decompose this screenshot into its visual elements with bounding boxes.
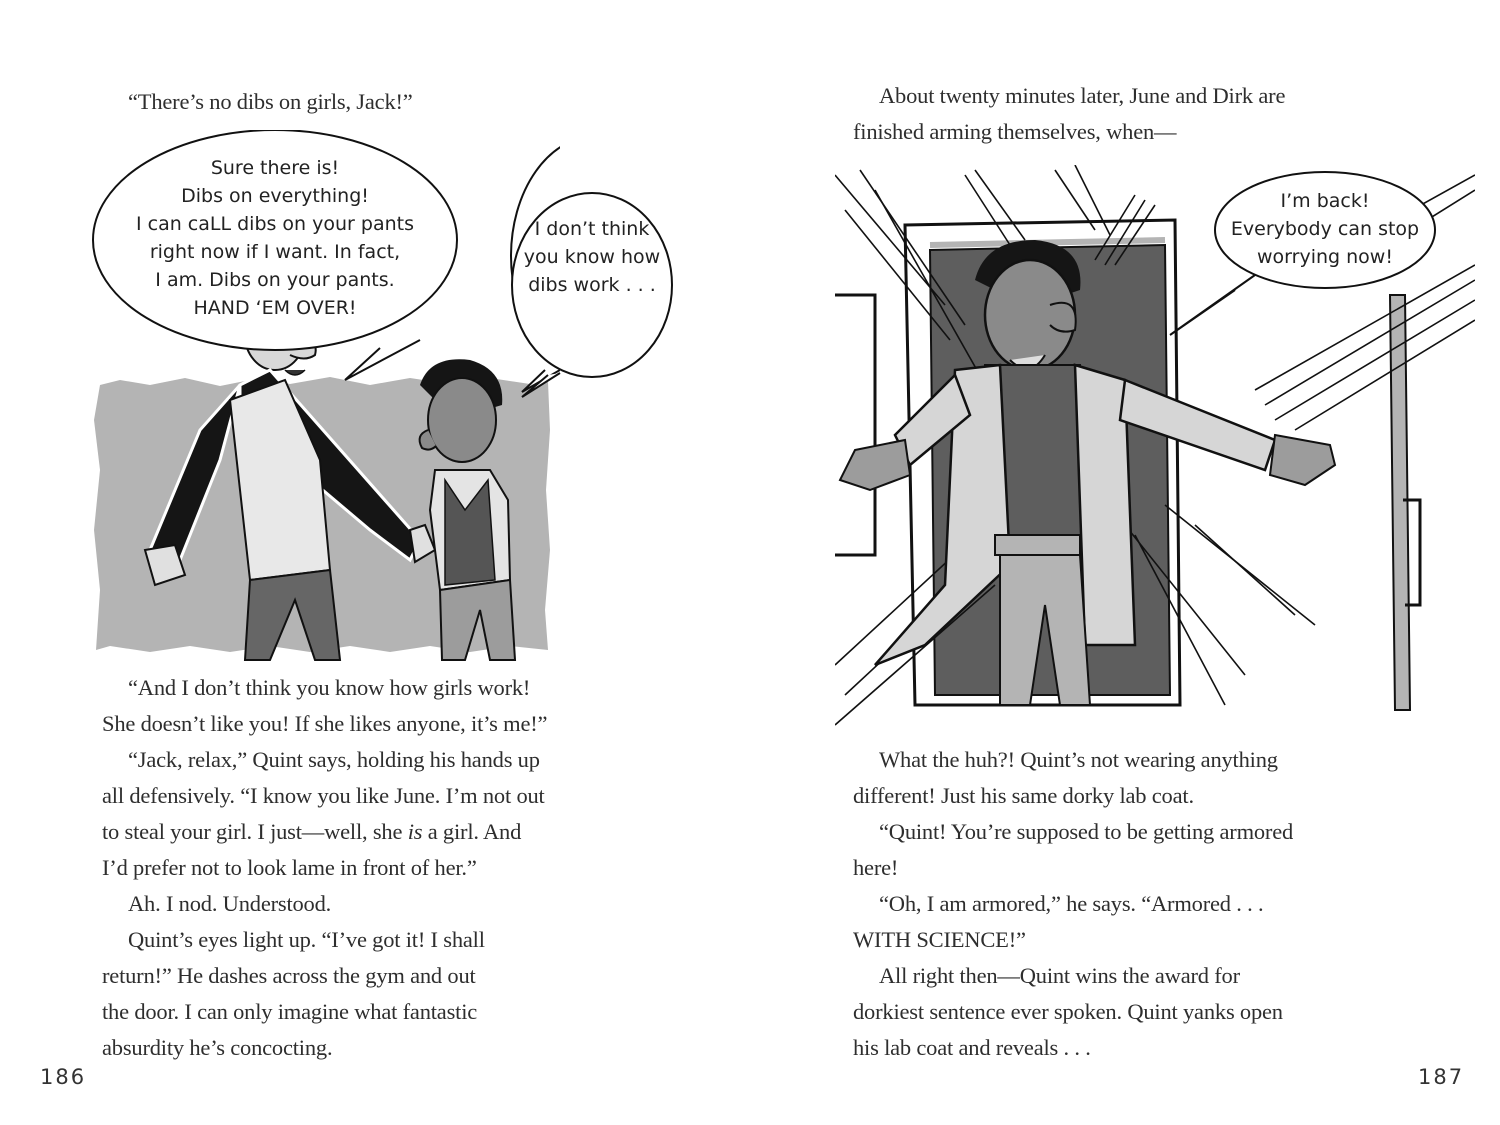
text-line: here!	[853, 855, 899, 880]
bubble-line: HAND ‘EM OVER!	[193, 297, 357, 319]
text-line: to steal your girl. I just—well, she is a girl. And	[102, 819, 522, 844]
bubble-line: right now if I want. In fact,	[149, 241, 401, 263]
page-number-left: 186	[40, 1065, 87, 1089]
opening-line	[128, 84, 413, 120]
text-line: all defensively. “I know you like June. I’m not out	[102, 783, 545, 808]
bubble-line: I don’t think	[534, 218, 650, 240]
left-body-text	[102, 670, 547, 1066]
text-line: different! Just his same dorky lab coat.	[853, 783, 1194, 808]
text-line: finished arming themselves, when—	[853, 119, 1177, 144]
text-line: Quint’s eyes light up. “I’ve got it! I shall	[128, 927, 485, 952]
bubble-line: dibs work . . .	[528, 274, 656, 296]
bubble-line: Sure there is!	[210, 157, 340, 179]
page-number-right: 187	[1418, 1065, 1465, 1089]
text-line: “Oh, I am armored,” he says. “Armored . . .	[879, 891, 1264, 916]
text-line: return!” He dashes across the gym and out	[102, 963, 476, 988]
comic-panel-quint-returns	[835, 165, 1475, 730]
speech-bubble-quint-overlay	[500, 185, 685, 405]
bubble-line: Dibs on everything!	[181, 185, 369, 207]
text-line: Ah. I nod. Understood.	[128, 891, 332, 916]
text-line: absurdity he’s concocting.	[102, 1035, 333, 1060]
text-line: his lab coat and reveals . . .	[853, 1035, 1091, 1060]
speech-bubble-jack	[93, 130, 457, 380]
text-line: “And I don’t think you know how girls work!	[128, 675, 531, 700]
bubble-line: I can caLL dibs on your pants	[135, 213, 415, 235]
text-line: What the huh?! Quint’s not wearing anything	[879, 747, 1278, 772]
right-body-text	[853, 742, 1293, 1066]
text-line: “There’s no dibs on girls, Jack!”	[128, 89, 413, 114]
right-top-text	[853, 78, 1285, 150]
right-page	[750, 0, 1500, 1125]
text-line: All right then—Quint wins the award for	[879, 963, 1240, 988]
text-line: I’d prefer not to look lame in front of her.”	[102, 855, 477, 880]
text-line: dorkiest sentence ever spoken. Quint yanks open	[853, 999, 1283, 1024]
text-line: WITH SCIENCE!”	[853, 927, 1026, 952]
bubble-line: worrying now!	[1257, 246, 1393, 268]
bubble-line: I am. Dibs on your pants.	[155, 269, 395, 291]
text-line: “Quint! You’re supposed to be getting armored	[879, 819, 1294, 844]
text-line: She doesn’t like you! If she likes anyone, it’s me!”	[102, 711, 548, 736]
text-line: the door. I can only imagine what fantastic	[102, 999, 478, 1024]
bubble-line: I’m back!	[1280, 190, 1370, 212]
text-line: “Jack, relax,” Quint says, holding his hands up	[128, 747, 540, 772]
text-line: About twenty minutes later, June and Dirk are	[879, 83, 1286, 108]
comic-panel-jack-and-quint	[90, 130, 560, 665]
bubble-line: Everybody can stop	[1230, 218, 1420, 240]
bubble-line: you know how	[523, 246, 661, 268]
